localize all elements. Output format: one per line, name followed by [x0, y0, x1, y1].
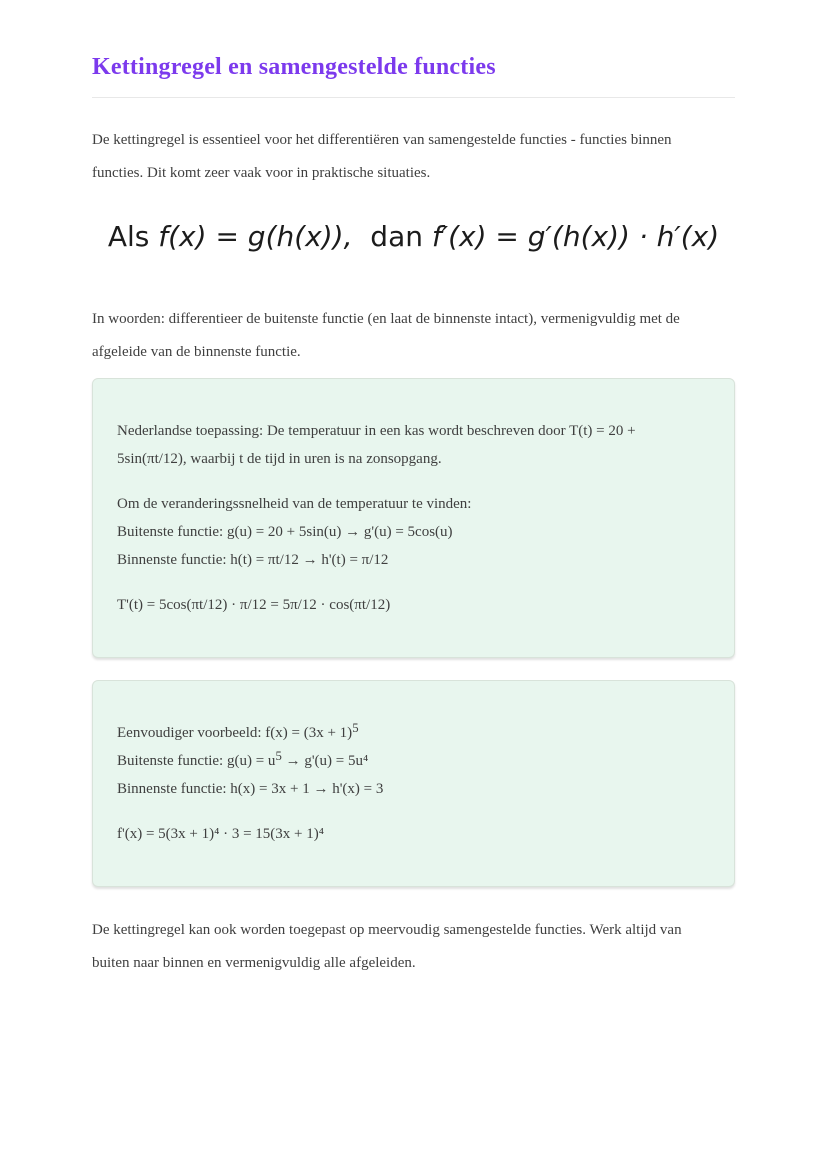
chain-rule-formula: [92, 215, 735, 259]
in-words-paragraph: [92, 303, 735, 369]
text-segment: afgeleide van de binnenste functie.: [92, 344, 301, 360]
page-title: Kettingregel en samengestelde functies: [92, 54, 496, 80]
text-line: [117, 775, 710, 803]
text-segment: f′(x) = g′(h(x)) · h′(x): [431, 220, 720, 253]
text-segment: dan: [352, 220, 432, 253]
text-segment: Nederlandse toepassing: De temperatuur in een kas wordt beschreven door T(t) = 20 +: [117, 423, 636, 439]
text-segment: In woorden: differentieer de buitenste functie (en laat de binnenste intact), vermenigvuldig met de: [92, 311, 680, 327]
box-paragraph: [117, 820, 710, 848]
text-line: [117, 820, 710, 848]
box-paragraph: [117, 417, 710, 473]
power-rule-example-box: [92, 680, 735, 887]
text-segment: → g'(u) = 5u⁴: [281, 753, 369, 769]
text-segment: buiten naar binnen en vermenigvuldig alle afgeleiden.: [92, 955, 416, 971]
text-line: [92, 124, 735, 157]
text-line: [92, 336, 735, 369]
text-line: [92, 303, 735, 336]
text-segment: De kettingregel is essentieel voor het differentiëren van samengestelde functies - functies binnen: [92, 132, 672, 148]
text-segment: f'(x) = 5(3x + 1)⁴ · 3 = 15(3x + 1)⁴: [117, 826, 324, 842]
text-segment: Eenvoudiger voorbeeld: f(x) = (3x + 1): [117, 725, 353, 741]
text-segment: functies. Dit komt zeer vaak voor in praktische situaties.: [92, 165, 431, 181]
text-line: [117, 747, 710, 775]
text-line: [92, 947, 735, 980]
text-line: [92, 157, 735, 190]
text-line: [117, 490, 710, 518]
superscript: 5: [275, 748, 282, 763]
box-paragraph: [117, 490, 710, 574]
intro-paragraph: [92, 124, 735, 190]
box-paragraph: [117, 719, 710, 803]
text-segment: Als: [107, 220, 159, 253]
box-paragraph: [117, 591, 710, 619]
text-segment: T'(t) = 5cos(πt/12) · π/12 = 5π/12 · cos(πt/12): [117, 597, 391, 613]
text-segment: Buitenste functie: g(u) = u: [117, 753, 276, 769]
text-segment: Buitenste functie: g(u) = 20 + 5sin(u) → g'(u) = 5cos(u): [117, 524, 453, 540]
text-segment: f(x) = g(h(x)),: [158, 220, 353, 253]
title-divider: [92, 97, 735, 98]
text-line: [117, 518, 710, 546]
text-segment: 5sin(πt/12), waarbij t de tijd in uren is na zonsopgang.: [117, 451, 442, 467]
greenhouse-example-box: [92, 378, 735, 658]
text-segment: Om de veranderingssnelheid van de temperatuur te vinden:: [117, 496, 472, 512]
text-line: [117, 719, 710, 747]
text-segment: Binnenste functie: h(x) = 3x + 1 → h'(x) = 3: [117, 781, 384, 797]
outro-paragraph: [92, 914, 735, 980]
text-line: [117, 445, 710, 473]
text-line: [117, 591, 710, 619]
text-line: [92, 914, 735, 947]
text-line: [92, 215, 735, 259]
superscript: 5: [352, 720, 359, 735]
text-line: [117, 546, 710, 574]
text-line: [117, 417, 710, 445]
text-segment: De kettingregel kan ook worden toegepast op meervoudig samengestelde functies. Werk altijd van: [92, 922, 682, 938]
text-segment: Binnenste functie: h(t) = πt/12 → h'(t) = π/12: [117, 552, 389, 568]
